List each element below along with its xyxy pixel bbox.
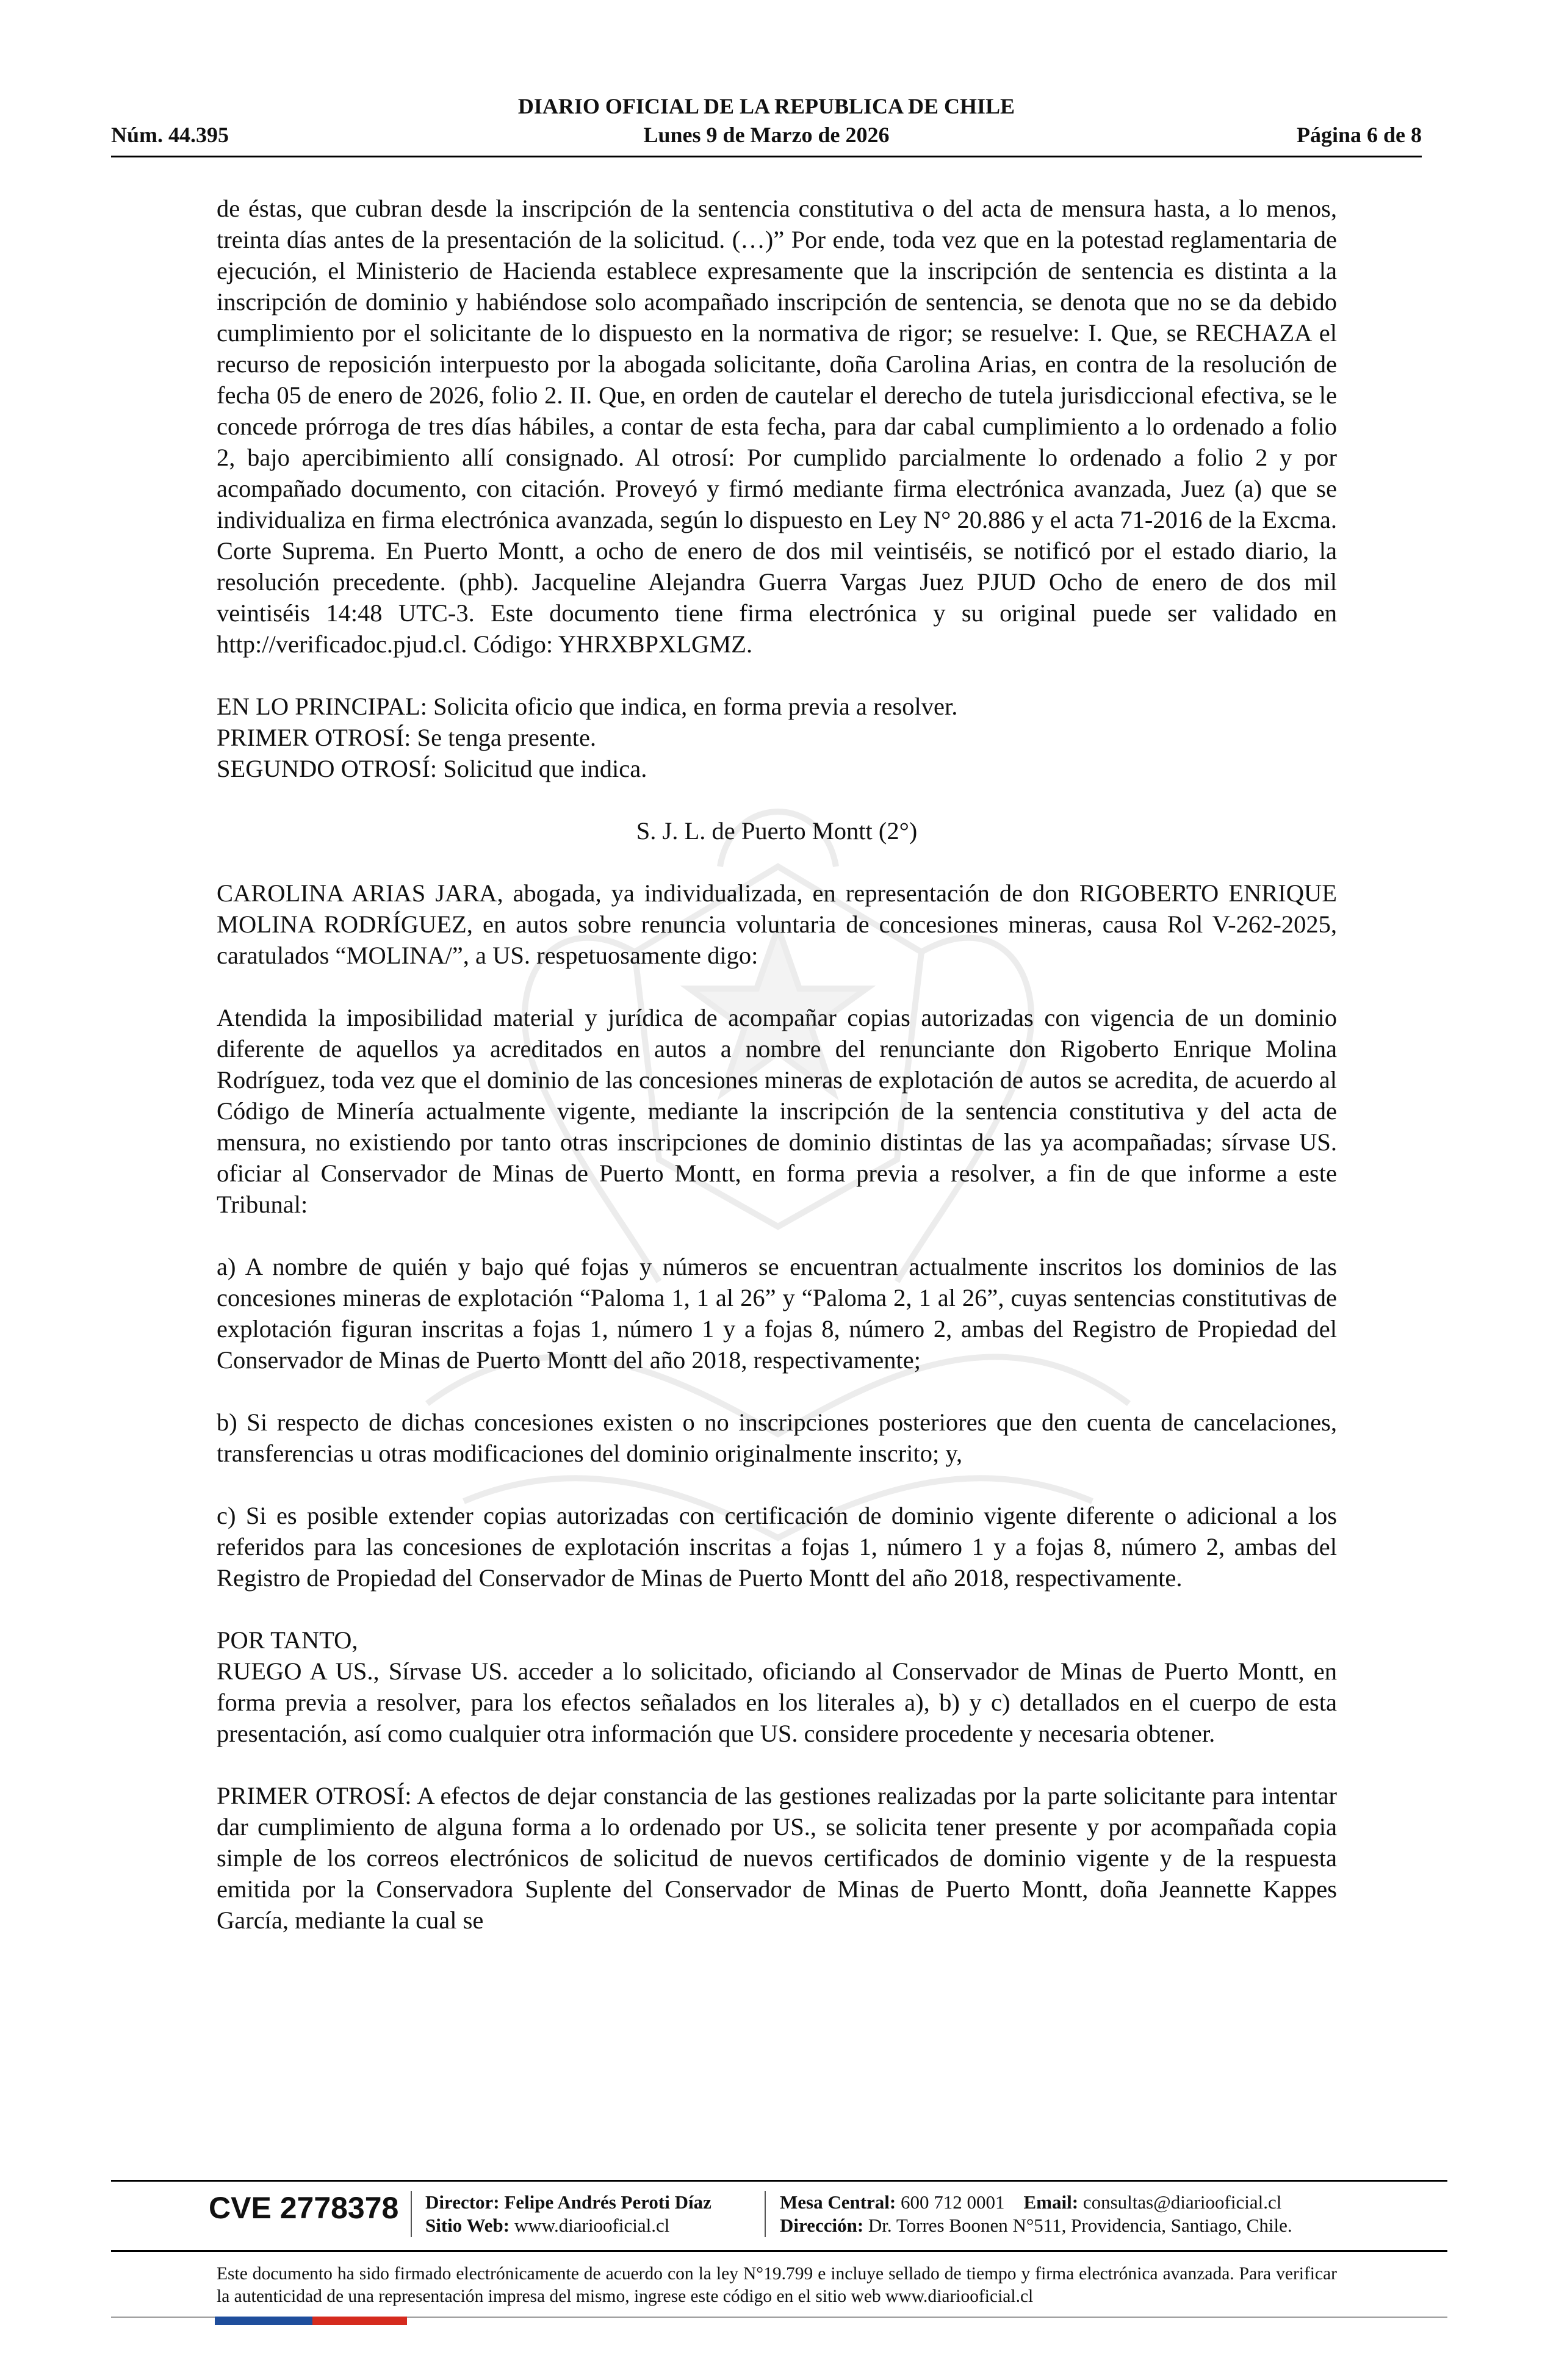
cve-code: CVE 2778378 xyxy=(209,2191,399,2225)
ruego-paragraph: RUEGO A US., Sírvase US. acceder a lo solicitado, oficiando al Conservador de Minas de Puerto Montt, en forma previa a resolver, para los efectos señalados en los literales a), b) y c) detallados en el cuerpo de esta presentación, así como cualquier otra información que US. considere procedente y necesaria obtener. xyxy=(217,1657,1337,1747)
phone-number: 600 712 0001 xyxy=(901,2191,1005,2213)
page-header xyxy=(111,93,1422,154)
footer-divider-top xyxy=(111,2180,1447,2182)
page-number: Página 6 de 8 xyxy=(1296,123,1422,147)
summary-primer-otrosi: PRIMER OTROSÍ: Se tenga presente. xyxy=(217,724,597,751)
summary-principal: EN LO PRINCIPAL: Solicita oficio que indica, en forma previa a resolver. xyxy=(217,693,958,720)
address-text: Dr. Torres Boonen N°511, Providencia, Santiago, Chile. xyxy=(868,2215,1292,2236)
por-tanto: POR TANTO, xyxy=(217,1626,358,1654)
director-label: Director: xyxy=(425,2191,500,2213)
email-label: Email: xyxy=(1023,2191,1079,2213)
publication-title: DIARIO OFICIAL DE LA REPUBLICA DE CHILE xyxy=(517,94,1015,118)
issue-date: Lunes 9 de Marzo de 2026 xyxy=(643,123,890,147)
footer-separator xyxy=(411,2191,412,2237)
email-link[interactable]: consultas@diariooficial.cl xyxy=(1082,2191,1282,2213)
issue-number: Núm. 44.395 xyxy=(111,123,229,147)
primer-otrosi-paragraph: PRIMER OTROSÍ: A efectos de dejar constancia de las gestiones realizadas por la parte solicitante para intentar dar cumplimiento de alguna forma a lo ordenado por US., se solicita tener presente y por acompañada copia simple de los correos electrónicos de solicitud de nuevos certificados de dominio vigente y de la respuesta emitida por la Conservadora Suplente del Conservador de Minas de Puerto Montt, doña Jeannette Kappes García, mediante la cual se xyxy=(217,1782,1337,1934)
footer-director-block xyxy=(425,2191,711,2237)
flag-stripe-red xyxy=(312,2317,407,2325)
website-label: Sitio Web: xyxy=(425,2215,510,2236)
phone-label: Mesa Central: xyxy=(780,2191,896,2213)
intro-paragraph: CAROLINA ARIAS JARA, abogada, ya individualizada, en representación de don RIGOBERTO ENRIQUE MOLINA RODRÍGUEZ, en autos sobre renuncia voluntaria de concesiones mineras, causa Rol V-262-2025, caratulados “MOLINA/”, a US. respetuosamente digo: xyxy=(217,879,1337,969)
resolution-paragraph: de éstas, que cubran desde la inscripción de la sentencia constitutiva o del acta de mensura hasta, a lo menos, treinta días antes de la presentación de la solicitud. (…)” Por ende, toda vez que en la potestad reglamentaria de ejecución, el Ministerio de Hacienda establece expresamente que la inscripción de sentencia es distinta a la inscripción de dominio y habiéndose solo acompañado inscripción de sentencia, se denota que no se da debido cumplimiento por el solicitante de lo dispuesto en la normativa de rigor; se resuelve: I. Que, se RECHAZA el recurso de reposición interpuesto por la abogada solicitante, doña Carolina Arias, en contra de la resolución de fecha 05 de enero de 2026, folio 2. II. Que, en orden de cautelar el derecho de tutela jurisdiccional efectiva, se le concede prórroga de tres días hábiles, a contar de esta fecha, para dar cabal cumplimiento a lo ordenado a folio 2, bajo apercibimiento allí consignado. Al otrosí: Por cumplido parcialmente lo ordenado a folio 2 y por acompañado documento, con citación. Proveyó y firmó mediante firma electrónica avanzada, Juez (a) que se individualiza en firma electrónica avanzada, según lo dispuesto en Ley N° 20.886 y el acta 71-2016 de la Excma. Corte Suprema. En Puerto Montt, a ocho de enero de dos mil veintiséis, se notificó por el estado diario, la resolución precedente. (phb). Jacqueline Alejandra Guerra Vargas Juez PJUD Ocho de enero de dos mil veintiséis 14:48 UTC-3. Este documento tiene firma electrónica y su original puede ser validado en http://verificadoc.pjud.cl. Código: YHRXBPXLGMZ. xyxy=(217,195,1337,658)
item-a: a) A nombre de quién y bajo qué fojas y números se encuentran actualmente inscritos los dominios de las concesiones mineras de explotación “Paloma 1, 1 al 26” y “Paloma 2, 1 al 26”, cuyas sentencias constitutivas de explotación figuran inscritas a fojas 1, número 1 y a fojas 8, número 2, ambas del Registro de Propiedad del Conservador de Minas de Puerto Montt del año 2018, respectivamente; xyxy=(217,1253,1337,1374)
director-name: Felipe Andrés Peroti Díaz xyxy=(504,2191,711,2213)
item-b: b) Si respecto de dichas concesiones existen o no inscripciones posteriores que den cuenta de cancelaciones, transferencias u otras modificaciones del dominio originalmente inscrito; y, xyxy=(217,1408,1337,1467)
item-c: c) Si es posible extender copias autorizadas con certificación de dominio vigente diferente o adicional a los referidos para las concesiones de explotación inscritas a fojas 1, número 1 y a fojas 8, número 2, ambas del Registro de Propiedad del Conservador de Minas de Puerto Montt del año 2018, respectivamente. xyxy=(217,1502,1337,1592)
header-divider xyxy=(111,156,1422,157)
summary-segundo-otrosi: SEGUNDO OTROSÍ: Solicitud que indica. xyxy=(217,755,647,782)
court-heading: S. J. L. de Puerto Montt (2°) xyxy=(636,817,918,845)
document-body xyxy=(217,193,1337,1967)
address-label: Dirección: xyxy=(780,2215,864,2236)
footer-divider-bottom xyxy=(111,2250,1447,2252)
footer-contact-block xyxy=(780,2191,1292,2237)
request-paragraph: Atendida la imposibilidad material y jurídica de acompañar copias autorizadas con vigencia de un dominio diferente de aquellos ya acreditados en autos a nombre del renunciante don Rigoberto Enrique Molina Rodríguez, toda vez que el dominio de las concesiones mineras de explotación de autos se acredita, de acuerdo al Código de Minería actualmente vigente, mediante la inscripción de la sentencia constitutiva y del acta de mensura, no existiendo por tanto otras inscripciones de dominio distintas de las ya acompañadas; sírvase US. oficiar al Conservador de Minas de Puerto Montt, en forma previa a resolver, a fin de que informe a este Tribunal: xyxy=(217,1004,1337,1218)
flag-stripe-blue xyxy=(215,2317,312,2325)
footer-legal-note: Este documento ha sido firmado electrónicamente de acuerdo con la ley N°19.799 e incluye sellado de tiempo y firma electrónica avanzada. Para verificar la autenticidad de una representación impresa del mismo, ingrese este código en el sitio web www.diariooficial.cl xyxy=(217,2264,1337,2306)
website-link[interactable]: www.diariooficial.cl xyxy=(514,2215,670,2236)
footer-separator xyxy=(765,2191,766,2237)
